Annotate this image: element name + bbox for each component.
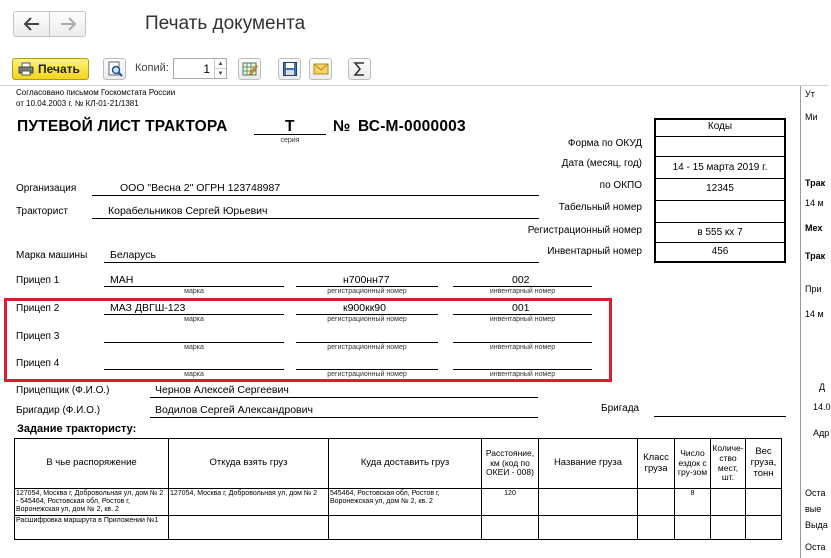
right-fragment-text: 14 м — [805, 198, 824, 208]
right-fragment-text: Трак — [805, 178, 826, 188]
trailer-man-label: Прицепщик (Ф.И.О.) — [16, 385, 110, 396]
driver-value: Корабельников Сергей Юрьевич — [108, 205, 268, 217]
trailer-1-brand: МАН — [110, 274, 134, 286]
printer-icon — [18, 62, 34, 76]
cell-from — [169, 516, 329, 540]
driver-label: Тракторист — [16, 206, 68, 217]
right-fragment-text: Мех — [805, 223, 823, 233]
cell-distance: 120 — [482, 489, 539, 516]
table-edit-icon — [242, 61, 258, 77]
trailer-1-reg: н700нн77 — [343, 274, 390, 286]
task-table-header — [15, 439, 782, 489]
sum-button[interactable] — [348, 58, 371, 80]
codes-header: Коды — [707, 121, 733, 132]
document-page — [0, 86, 831, 558]
reg-value: в 555 кх 7 — [656, 222, 784, 242]
approval-line-1: Согласовано письмом Госкомстата России — [16, 88, 176, 97]
trailer-4-brand-caption: марка — [184, 371, 204, 378]
right-fragment-text: Ут — [805, 89, 815, 99]
tab-value — [656, 200, 784, 222]
spin-down-button[interactable]: ▼ — [215, 68, 226, 78]
trailer-2-inv: 001 — [512, 302, 530, 314]
email-button[interactable] — [309, 58, 332, 80]
cell-to — [329, 516, 482, 540]
trailer-2-reg: к900кк90 — [343, 302, 386, 314]
col-from: Откуда взять груз — [169, 439, 329, 489]
series-value: Т — [285, 118, 295, 135]
save-button[interactable] — [278, 58, 301, 80]
task-table — [14, 438, 782, 540]
right-page-fragment — [800, 86, 831, 558]
right-fragment-text: 14.0 — [813, 402, 831, 412]
trailer-4-reg-caption: регистрационный номер — [327, 371, 407, 378]
copies-input[interactable] — [174, 59, 214, 78]
cell-whom: Расшифровка маршрута в Приложении №1 — [15, 516, 169, 540]
spin-up-button[interactable]: ▲ — [217, 60, 224, 67]
cell-whom: 127054, Москва г, Добровольная ул, дом № 2 - 545464, Ростовская обл, Ростов г, Воронежская ул, дом № 2, кв. 2 — [15, 489, 169, 516]
forward-button[interactable] — [49, 12, 85, 36]
table-row — [15, 516, 782, 540]
edit-button[interactable] — [238, 58, 261, 80]
document-number: ВС-М-0000003 — [358, 118, 466, 135]
okpo-value: 12345 — [656, 178, 784, 200]
right-fragment-text: Оста — [805, 488, 826, 498]
navigation-buttons — [13, 11, 86, 37]
trailer-3-brand-caption: марка — [184, 344, 204, 351]
right-fragment-text: Трак — [805, 251, 826, 261]
trailer-3-inv-caption: инвентарный номер — [489, 344, 556, 351]
floppy-disk-icon — [282, 61, 298, 77]
number-prefix: № — [333, 118, 351, 135]
copies-spin — [214, 59, 226, 78]
approval-line-2: от 10.04.2003 г. № КЛ-01-21/1381 — [16, 99, 139, 108]
col-cargo: Название груза — [539, 439, 638, 489]
cell-class — [638, 489, 675, 516]
right-fragment-text: При — [805, 284, 822, 294]
trailer-man-value: Чернов Алексей Сергеевич — [155, 384, 289, 396]
preview-button[interactable] — [103, 58, 126, 80]
trailer-3-label: Прицеп 3 — [16, 331, 60, 342]
cell-weight — [746, 516, 782, 540]
brigade-label: Бригада — [601, 403, 640, 414]
cell-places — [711, 489, 746, 516]
col-places: Количе-ство мест, шт. — [711, 439, 746, 489]
trailer-2-brand-caption: марка — [184, 316, 204, 323]
cell-cargo — [539, 516, 638, 540]
arrow-right-icon — [60, 17, 76, 31]
right-fragment-text: 14 м — [805, 309, 824, 319]
right-fragment-text: Выда — [805, 520, 828, 530]
trailer-1-inv: 002 — [512, 274, 530, 286]
cell-weight — [746, 489, 782, 516]
cell-class — [638, 516, 675, 540]
okud-label: Форма по ОКУД — [567, 138, 642, 149]
envelope-icon — [313, 61, 329, 77]
copies-stepper — [173, 58, 227, 79]
trailer-4-label: Прицеп 4 — [16, 358, 60, 369]
document-title: ПУТЕВОЙ ЛИСТ ТРАКТОРА — [17, 118, 228, 135]
inv-value: 456 — [656, 242, 784, 262]
car-value: Беларусь — [110, 249, 156, 261]
tab-label: Табельный номер — [558, 202, 642, 213]
col-to: Куда доставить груз — [329, 439, 482, 489]
trailer-2-brand: МАЗ ДВГШ-123 — [110, 302, 186, 314]
cell-distance — [482, 516, 539, 540]
cell-from: 127054, Москва г, Добровольная ул, дом № 2 — [169, 489, 329, 516]
date-value: 14 - 15 марта 2019 г. — [656, 156, 784, 178]
trailer-1-reg-caption: регистрационный номер — [327, 288, 407, 295]
cell-trips: 8 — [675, 489, 711, 516]
series-caption: серия — [280, 137, 300, 144]
brigadier-label: Бригадир (Ф.И.О.) — [16, 405, 101, 416]
trailer-3-reg-caption: регистрационный номер — [327, 344, 407, 351]
right-fragment-text: Оста — [805, 542, 826, 552]
toolbar — [0, 53, 828, 83]
back-button[interactable] — [14, 12, 49, 36]
okud-value — [656, 136, 784, 156]
right-fragment-text: Адр — [813, 428, 830, 438]
trailer-1-brand-caption: марка — [184, 288, 204, 295]
cell-to: 545464, Ростовская обл, Ростов г, Воронежская ул, дом № 2, кв. 2 — [329, 489, 482, 516]
right-fragment-text: вые — [805, 504, 822, 514]
window-header — [0, 0, 828, 52]
arrow-left-icon — [24, 17, 40, 31]
org-label: Организация — [16, 183, 77, 194]
sigma-icon — [352, 61, 368, 77]
car-label: Марка машины — [16, 250, 88, 261]
table-row — [15, 489, 782, 516]
document-viewport[interactable] — [0, 85, 831, 557]
cell-cargo — [539, 489, 638, 516]
org-value: ООО "Весна 2" ОГРН 123748987 — [120, 182, 281, 194]
date-label: Дата (месяц, год) — [561, 158, 642, 169]
okpo-label: по ОКПО — [599, 180, 642, 191]
print-button-label: Печать — [38, 62, 80, 76]
col-trips: Число ездок с гру-зом — [675, 439, 711, 489]
codes-box — [654, 118, 786, 263]
trailer-2-label: Прицеп 2 — [16, 303, 60, 314]
magnifier-page-icon — [107, 61, 123, 77]
trailer-4-inv-caption: инвентарный номер — [489, 371, 556, 378]
cell-places — [711, 516, 746, 540]
inv-label: Инвентарный номер — [547, 246, 642, 257]
trailer-2-inv-caption: инвентарный номер — [489, 316, 556, 323]
trailer-1-inv-caption: инвентарный номер — [489, 288, 556, 295]
page-title: Печать документа — [145, 13, 306, 34]
highlight-box — [4, 298, 612, 382]
copies-label: Копий: — [135, 62, 169, 74]
reg-label: Регистрационный номер — [527, 225, 642, 236]
col-class: Класс груза — [638, 439, 675, 489]
print-button[interactable] — [12, 58, 89, 80]
trailer-1-label: Прицеп 1 — [16, 275, 60, 286]
right-fragment-text: Д — [819, 382, 826, 392]
col-whom: В чье распоряжение — [15, 439, 169, 489]
cell-trips — [675, 516, 711, 540]
brigadier-value: Водилов Сергей Александрович — [155, 404, 313, 416]
col-distance: Расстояние, км (код по ОКЕИ - 008) — [482, 439, 539, 489]
col-weight: Вес груза, тонн — [746, 439, 782, 489]
task-title: Задание трактористу: — [17, 423, 137, 435]
trailer-2-reg-caption: регистрационный номер — [327, 316, 407, 323]
right-fragment-text: Ми — [805, 112, 818, 122]
